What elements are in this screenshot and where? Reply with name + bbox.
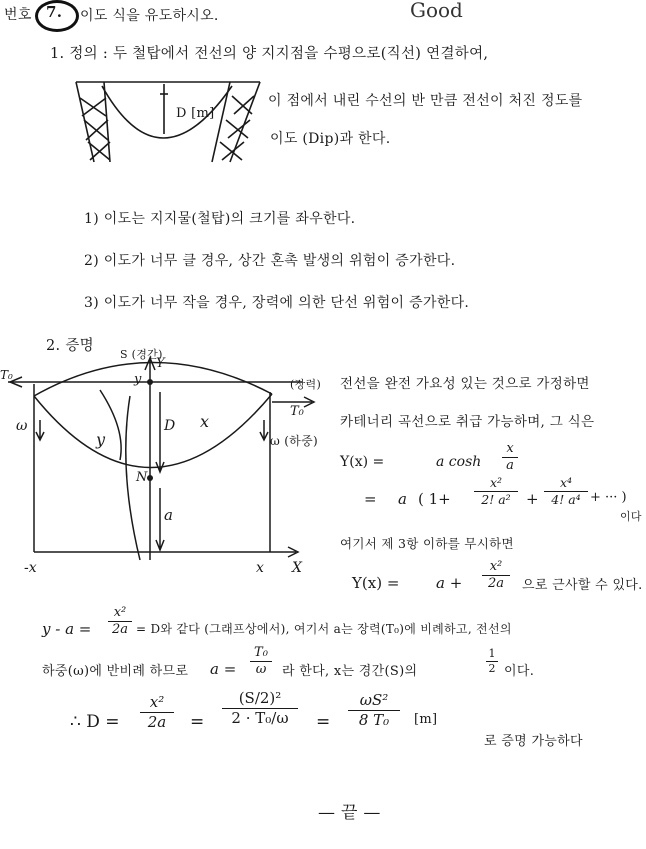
denominator: 2a (111, 622, 129, 638)
fraction-final-1 (140, 694, 174, 730)
fraction-x-over-a (502, 442, 518, 474)
fraction-final-3 (348, 692, 400, 728)
numerator: x² (489, 559, 503, 574)
text-line: 라 한다, x는 경간(S)의 (282, 664, 418, 679)
end-mark: — 끝 — (318, 803, 381, 823)
text-line: 여기서 제 3항 이하를 무시하면 (340, 536, 514, 551)
list-item: 2) 이도가 너무 클 경우, 상간 혼촉 발생의 위험이 증가한다. (84, 253, 456, 269)
dip-label: D [m] (176, 106, 215, 121)
eq-y-minus-a: y - a = (42, 620, 92, 638)
question-number: 7. (46, 3, 63, 21)
eq-final-eq2: = (316, 712, 331, 732)
section1-line3: 이도 (Dip)과 한다. (270, 131, 391, 147)
denominator: 8 T₀ (358, 710, 390, 729)
fraction-t0-over-w (250, 646, 272, 678)
section2-title: 2. 증명 (46, 338, 94, 354)
numerator: T₀ (254, 645, 268, 660)
d-label: D (164, 418, 176, 434)
eq-final-lhs: ∴ D = (70, 712, 120, 732)
text-line: 전선을 완전 가요성 있는 것으로 가정하면 (340, 376, 590, 392)
fraction-d (108, 606, 132, 638)
numerator: 1 (488, 647, 496, 660)
numerator: x⁴ (559, 475, 573, 490)
list-item: 1) 이도는 지지물(철탑)의 크기를 좌우한다. (84, 211, 356, 227)
eq-final-eq1: = (190, 712, 205, 732)
numerator: x² (489, 475, 503, 490)
a-label: a (164, 506, 173, 524)
numerator: x² (113, 605, 127, 620)
text-line: = D와 같다 (그래프상에서), 여기서 a는 장력(T₀)에 비례하고, 전선의 (136, 622, 512, 636)
eq-approx-a: a + (436, 574, 463, 592)
question-text: 이도 식을 유도하시오. (80, 8, 219, 24)
eq-series-equals: = (364, 490, 377, 508)
denominator: 2! a² (481, 491, 511, 507)
grade-mark: Good (410, 0, 463, 22)
eq-plus: + (526, 490, 539, 508)
text-line: 카테너리 곡선으로 취급 가능하며, 그 식은 (340, 414, 595, 430)
eq-dots: + ··· ) (590, 490, 627, 505)
denominator: 2a (487, 576, 505, 592)
denominator: 2 · T₀/ω (231, 708, 289, 727)
eq-approx-lhs: Y(x) = (352, 574, 400, 592)
unit-label: [m] (414, 712, 438, 727)
y-curve-label: y (96, 430, 106, 449)
fraction-term2 (474, 476, 518, 507)
fraction-approx (482, 560, 510, 592)
span-label: S (경간) (120, 348, 163, 361)
fraction-half (486, 648, 498, 675)
tension-label: (장력) (290, 378, 322, 391)
w-right-label: ω (하중) (270, 434, 318, 448)
numerator: ωS² (359, 691, 389, 709)
approx-text: 으로 근사할 수 있다. (522, 578, 643, 593)
denominator: 4! a⁴ (551, 491, 581, 507)
final-text: 로 증명 가능하다 (484, 734, 583, 749)
eq-series-open: ( 1+ (418, 490, 451, 508)
t0-left-label: T₀ (0, 368, 13, 382)
eq-yx: Y(x) = (340, 454, 385, 470)
text-line: 이다. (504, 664, 535, 679)
numerator: (S/2)² (238, 689, 282, 707)
eq-series-a: a (398, 490, 407, 508)
denominator: ω (255, 662, 267, 678)
numerator: x² (149, 693, 165, 711)
fraction-final-2 (222, 690, 298, 726)
x-axis-label: X (292, 560, 302, 576)
t0-right-label: T₀ (290, 404, 304, 419)
denominator: 2 (488, 662, 496, 676)
list-item: 3) 이도가 너무 작을 경우, 장력에 의한 단선 위험이 증가한다. (84, 295, 470, 311)
w-left-label: ω (16, 418, 28, 434)
section1-line2: 이 점에서 내린 수선의 반 만큼 전선이 처진 정도를 (268, 93, 583, 109)
y-small-label: y (134, 372, 142, 387)
eq-cosh: a cosh (436, 454, 482, 470)
eq-a-equals: a = (210, 660, 237, 678)
text-line: 하중(ω)에 반비례 하므로 (42, 664, 189, 679)
x-curve-label: x (200, 412, 210, 431)
eq-series-tail: 이다 (620, 510, 642, 523)
n-label: N (136, 470, 148, 485)
denominator: a (506, 458, 514, 474)
fraction-term3 (544, 476, 588, 507)
pos-x-label: x (256, 560, 264, 576)
y-axis-label: Y (156, 356, 165, 371)
section1-title: 1. 정의 : 두 철탑에서 전선의 양 지지점을 수평으로(직선) 연결하여, (50, 46, 489, 62)
neg-x-label: -x (24, 560, 37, 576)
denominator: 2a (147, 712, 167, 731)
numerator: x (506, 441, 514, 456)
number-label: 번호 (4, 7, 32, 23)
